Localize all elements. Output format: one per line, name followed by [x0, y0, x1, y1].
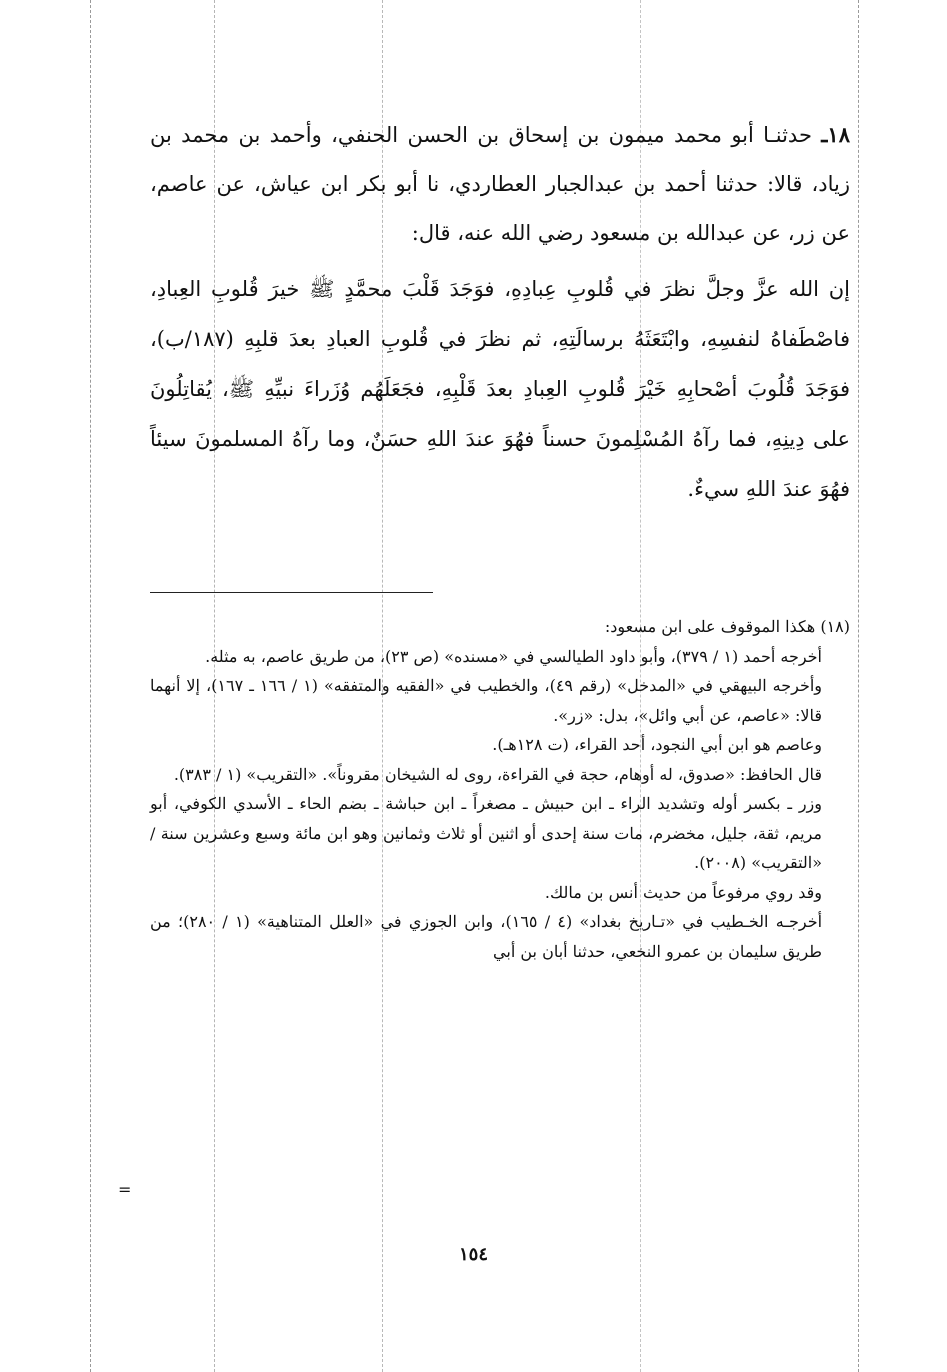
isnad-text: حدثنـا أبو محمد ميمون بن إسحاق بن الحسن الحنفي، وأحمد بن محمد بن زياد، قالا: حدثنا أحمد بن عبدالجبار العطاردي، نا أبو بكر ابن عياش، عن عاصم، عن زر، عن عبدالله بن مسعود رضي الله عنه، قال:	[150, 123, 850, 245]
footnote-line: وأخرجه البيهقي في «المدخل» (رقم ٤٩)، والخطيب في «الفقيه والمتفقه» (١ / ١٦٦ ـ ١٦٧)، إلا أنهما قالا: «عاصم، عن أبي وائل»، بدل: «زر».	[150, 676, 823, 725]
hadith-number: ١٨ـ	[821, 122, 850, 147]
footnote-line: وقد روي مرفوعاً من حديث أنس بن مالك.	[544, 882, 822, 902]
footnote-line: وزر ـ بكسر أوله وتشديد الراء ـ ابن حبيش ـ مصغراً ـ ابن حباشة ـ بضم الحاء ـ الأسدي الكوفي، أبو مريم، ثقة، جليل، مخضرم، مات سنة إحدى أو اثنين أو ثلاث وثمانين وهو ابن مائة وسبع وعشرين سنة / «التقريب» (٢٠٠٨).	[150, 794, 822, 872]
main-text-block	[150, 110, 850, 514]
margin-guide-right	[858, 0, 859, 1372]
footnote-separator	[150, 592, 433, 593]
isnad-paragraph	[150, 110, 850, 258]
footnotes-block	[150, 612, 850, 966]
footnote-line: أخرجـه الخـطيب في «تـاريخ بغداد» (٤ / ١٦٥)، وابن الجوزي في «العلل المتناهية» (١ / ٢٨٠)؛ من طريق سليمان بن عمرو النخعي، حدثنا أبان بن أبي	[150, 912, 823, 961]
footnote-line: وعاصم هو ابن أبي النجود، أحد القراء، (ت ١٢٨هـ).	[492, 735, 822, 754]
footnote-line: أخرجه أحمد (١ / ٣٧٩)، وأبو داود الطيالسي في «مسنده» (ص ٢٣)، من طريق عاصم، به مثله.	[205, 646, 822, 666]
margin-guide-left	[90, 0, 91, 1372]
page-number: ١٥٤	[458, 1244, 488, 1265]
footnote-intro: (١٨) هكذا الموقوف على ابن مسعود:	[604, 617, 850, 636]
footnote-line: قال الحافظ: «صدوق، له أوهام، حجة في القراءة، روى له الشيخان مقروناً». «التقريب» (١ / ٣٨٣).	[173, 764, 822, 784]
matn-paragraph: إن الله عزَّ وجلَّ نظرَ في قُلوبِ عِبادِهِ، فوَجَدَ قَلْبَ محمَّدٍ ﷺ خيرَ قُلوبِ العِبادِ، فاصْطَفاهُ لنفسِهِ، وابْتَعَثَهُ برسالَتِهِ، ثم نظرَ في قُلوبِ العبادِ بعدَ قلبِهِ (١٨٧/ب)، فوَجَدَ قُلُوبَ أصْحابِهِ خَيْرَ قُلوبِ العِبادِ بعدَ قَلْبِهِ، فجَعَلَهُم وُزَراءَ نبيِّهِ ﷺ، يُقاتِلُونَ على دِينِهِ، فما رآهُ المُسْلِمونَ حسناً فهُوَ عندَ اللهِ حسَنٌ، وما رآهُ المسلمونَ سيئاً فهُوَ عندَ اللهِ سيءٌ.	[150, 277, 850, 501]
continuation-mark: =	[118, 1180, 132, 1199]
